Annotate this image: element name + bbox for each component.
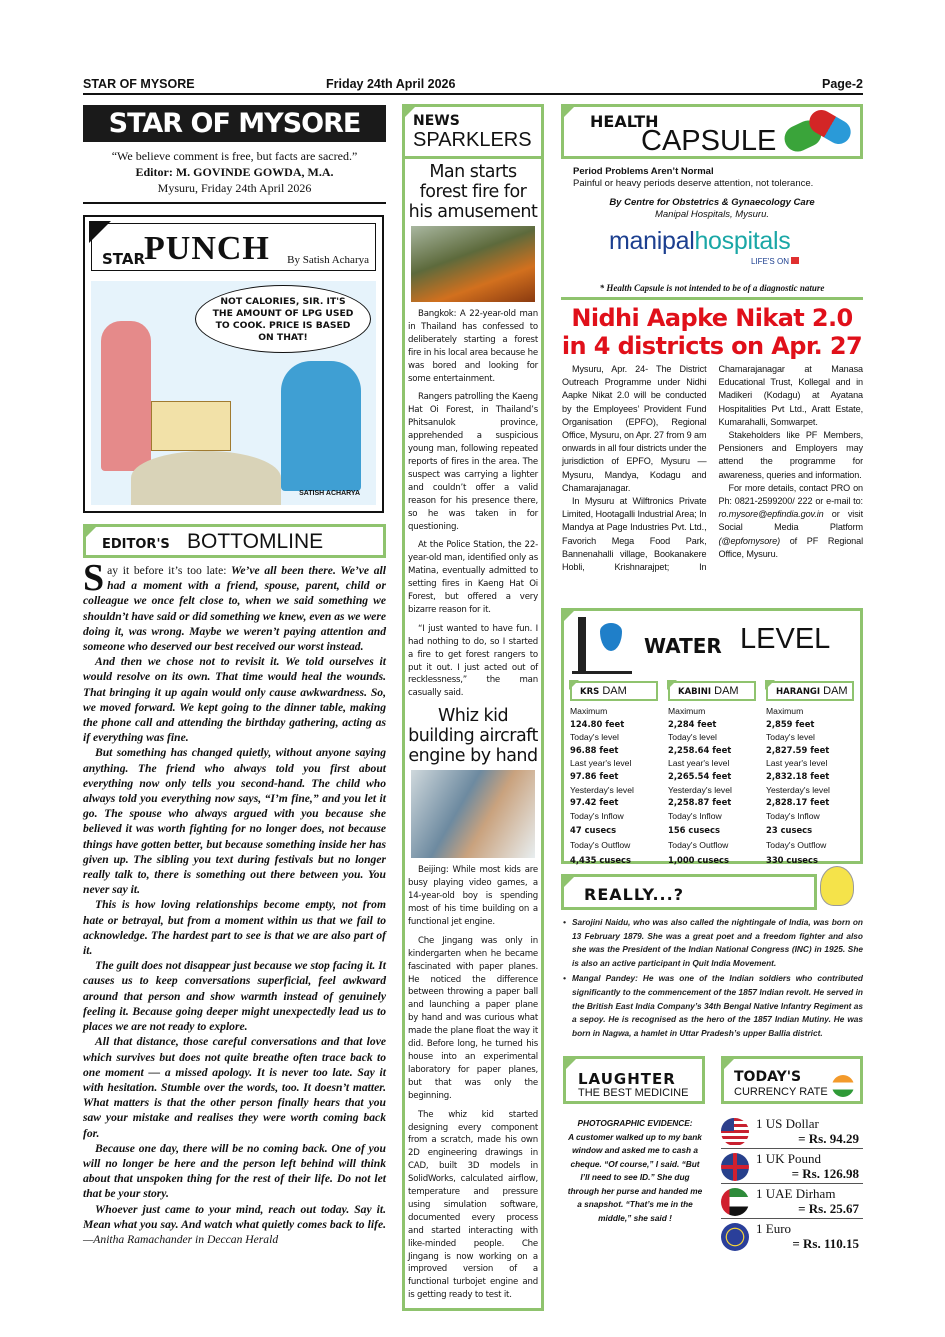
bottomline-para: Whoever just came to your mind, reach out today. Say it. Mean what you say. And watch what quietly comes back to life.: [83, 1202, 386, 1231]
star-label: STAR: [102, 250, 146, 268]
dam-suffix: DAM: [602, 685, 627, 697]
water-gauge-icon: [572, 617, 632, 677]
story1-para: Rangers patrolling the Kaeng Hat Oi Forest, in Thailand’s Phitsanulok province, apprehended a suspicious young man, following repeated reports of fires in the area. The suspect was carrying a lighter and couldn’t offer a valid reason for his presence there, so he was taken in for questioning.: [408, 392, 538, 532]
header-rule: [83, 93, 863, 95]
dam-value: 4,435 cusecs: [570, 854, 631, 865]
currency-row-aed: [721, 1184, 863, 1219]
dam-label: Last year's level: [668, 758, 730, 769]
cartoon-signature: SATISH ACHARYA: [299, 490, 360, 497]
dam-column-harangi: [766, 681, 854, 868]
bottomline-para-1: We’ve all been there. We’ve all had a moment with a friend, spouse, parent, child or colleague we once felt close to, when we said something we shouldn’t have said or did something we knew, even as we were doing it, was wrong. Maybe we weren’t paying attention and someone who deserved our best received our worst instead.: [83, 564, 386, 654]
cartoon-table: [131, 451, 281, 505]
currency-value: = Rs. 126.98: [791, 1166, 859, 1181]
whiz-kid-photo: [411, 770, 535, 858]
health-disclaimer: * Health Capsule is not intended to be of a diagnostic nature: [599, 283, 825, 293]
health-rule: [561, 297, 863, 300]
currency-row-gbp: [721, 1149, 863, 1184]
punch-byline: By Satish Acharya: [287, 254, 369, 266]
story1-para: At the Police Station, the 22-year-old man, identified only as Matina, eventually admitted to setting fires in Kaeng Hat Oi Forest, but offered a very bizarre reason for it.: [408, 540, 538, 615]
health-head1: HEALTH: [590, 112, 659, 131]
cartoon-customer: [281, 361, 361, 491]
epfo-contact-2: or visit Social Media Platform: [718, 509, 863, 533]
dam-value: 97.86 feet: [570, 770, 619, 781]
dam-label: Maximum: [668, 706, 706, 716]
dropcap: S: [83, 557, 105, 599]
dam-label: Today's Outflow: [766, 839, 827, 850]
epfo-contact: For more details, contact PRO on Ph: 0821-2599200/ 222 or e-mail to:: [718, 482, 863, 507]
india-flag-icon: [832, 1075, 854, 1097]
masthead-block: [83, 148, 386, 196]
dam-value: 2,828.17 feet: [766, 797, 830, 808]
dam-label: Today's level: [766, 732, 815, 743]
really-head: REALLY...?: [584, 885, 684, 904]
bottomline-para: And then we chose not to revisit it. We told ourselves it would resolve on its own. That time would heal the wounds. That bringing it up again would only cause awkwardness. So, we moved forward. We kept going to the dinner table, making the phone call and attending the birthday gathering, acting as if everything was fine.: [83, 655, 386, 745]
currency-value: = Rs. 110.15: [792, 1236, 859, 1251]
cartoon-menu: [151, 401, 231, 451]
epfo-headline: [561, 304, 863, 360]
story2-title: Whiz kid building aircraft engine by hand: [408, 706, 538, 767]
currency-name: 1 UK Pound: [756, 1151, 822, 1166]
masthead-title: STAR OF MYSORE: [83, 105, 386, 142]
dam-label: Last year's level: [766, 758, 828, 769]
bottomline-head1: EDITOR'S: [102, 537, 170, 552]
dam-value: 156 cusecs: [668, 825, 720, 836]
dam-value: 2,284 feet: [668, 718, 717, 729]
bottomline-header: [83, 524, 386, 558]
dam-value: 2,258.64 feet: [668, 744, 732, 755]
dam-label: Maximum: [570, 706, 608, 716]
dam-value: 2,258.87 feet: [668, 797, 732, 808]
masthead-rule: [83, 202, 386, 204]
joke-text: A customer walked up to my bank window and asked me to cash a cheque. “Of course,” I said. “But I’ll need to see ID.” She dug through her purse and handed me a snapshot. “That’s me in the middle,” she said !: [567, 1131, 703, 1223]
dam-value: 47 cusecs: [570, 825, 617, 836]
dam-value: 330 cusecs: [766, 854, 818, 865]
dam-label: Yesterday's level: [766, 784, 830, 795]
eu-flag-icon: [721, 1223, 749, 1251]
dam-name: KRS: [580, 687, 600, 697]
uae-flag-icon: [721, 1188, 749, 1216]
epfo-para: Mysuru, Apr. 24- The District Outreach Programme under Nidhi Aapke Nikat 2.0 will be conducted by the Employees’ Provident Fund Organisation (EPFO), Regional Office, Mysuru, on Apr. 27 from 9 am onwards in all four districts under the jurisdiction of EPFO, Mysuru — Mysuru, Mandya, Kodagu and Chamarajanagar.: [562, 364, 707, 493]
water-head2: LEVEL: [740, 623, 831, 655]
bottomline-lead: ay it before it’s too late:: [107, 564, 227, 577]
bottomline-para: This is how loving relationships become empty, not from hate or betrayal, but from a moment within us that we fail to acknowledge. The hardest part to see is that we are also part of it.: [83, 898, 386, 958]
laughter-head1: LAUGHTER: [578, 1070, 676, 1088]
story2-para: Che Jingang was only in kindergarten when he became fascinated with paper planes. He noticed the difference between throwing a paper ball and launching a paper plane by hand and was curious what made the plane float the way it did. Before long, he turned his house into an experimental laboratory for paper planes, but that was only the beginning.: [408, 935, 538, 1101]
health-capsule-header: [561, 104, 863, 159]
logo-part-2: hospitals: [694, 227, 791, 255]
dam-label: Today's Outflow: [570, 839, 631, 850]
currency-row-usd: [721, 1114, 863, 1149]
news-sparklers-column: [402, 104, 544, 1311]
dam-header: [668, 681, 756, 701]
laughter-header: [563, 1056, 705, 1104]
dam-value: 23 cusecs: [766, 825, 813, 836]
dam-column-kabini: [668, 681, 756, 868]
bottomline-head2: BOTTOMLINE: [187, 530, 324, 553]
water-level-box: [561, 608, 863, 864]
currency-head1: TODAY'S: [734, 1069, 802, 1085]
dam-label: Yesterday's level: [668, 784, 732, 795]
dam-name: HARANGI: [776, 687, 821, 697]
epfo-para: Stakeholders like PF Members, Pensioners and Employers may attend the programme for awareness, queries and information.: [718, 430, 863, 480]
punch-label: PUNCH: [144, 230, 270, 267]
editor: Editor: M. GOVINDE GOWDA, M.A.: [135, 165, 334, 179]
dam-value: 2,265.54 feet: [668, 770, 732, 781]
news-header: [405, 107, 541, 159]
dam-value: 97.42 feet: [570, 797, 619, 808]
dam-label: Yesterday's level: [570, 784, 634, 795]
dam-label: Today's level: [668, 732, 717, 743]
story2-para: The whiz kid started designing every component from a scratch, made his own 2D engineering drawings in CAD, built 3D models in SolidWorks, calculated airflow, temperature and pressure using simulation software, documented every process and started interacting with like-minded people. Che Jingang is now working on a improved version of a functional turbojet engine and is getting ready to test it.: [408, 1109, 538, 1301]
health-text: [573, 166, 861, 190]
really-header: [561, 874, 817, 910]
story1-title: Man starts forest fire for his amusement: [408, 162, 538, 222]
joke: [565, 1117, 705, 1225]
health-subtitle: Painful or heavy periods deserve attention, not tolerance.: [573, 178, 814, 189]
tagline-text: LIFE'S ON: [751, 257, 789, 266]
dam-name: KABINI: [678, 687, 712, 697]
health-by: By Centre for Obstetrics & Gynaecology Care: [609, 197, 815, 208]
epfo-headline-2: in 4 districts on Apr. 27: [561, 332, 863, 360]
joke-title: PHOTOGRAPHIC EVIDENCE:: [577, 1118, 693, 1128]
health-head2: CAPSULE: [641, 125, 777, 157]
plus-icon: [791, 257, 799, 264]
dam-label: Today's level: [570, 732, 619, 743]
epfo-email[interactable]: ro.mysore@epfindia.gov.in: [718, 509, 824, 520]
us-flag-icon: [721, 1118, 749, 1146]
currency-name: 1 Euro: [756, 1221, 792, 1236]
currency-name: 1 UAE Dirham: [756, 1186, 836, 1201]
epfo-headline-1: Nidhi Aapke Nikat 2.0: [571, 304, 853, 332]
really-list: [563, 916, 863, 1040]
dam-value: 96.88 feet: [570, 744, 619, 755]
header-page: Page-2: [822, 77, 863, 91]
story1-para: “I just wanted to have fun. I had nothing to do, so I started a fire to get forest rangers to put it out. I just acted out of recklessness,” the man casually said.: [408, 623, 538, 699]
bottomline-article: [83, 557, 386, 1247]
epfo-para: In Mysuru at Wilftronics Private Limited, Hootagalli Industrial Area; In Mandya at Page Industries Pvt. Ltd., Favorich Mega Food Park, Bannenahalli village, Bookanakere Hobli, Krishnarajpet; In Chamarajanagar at Manasa Educational Trust, Kollegal and in Madikeri (Kodagu) at Ayatana Hospitalities Pvt Ltd., Aratt Estate, Kumarahalli, Somwarpet.: [562, 364, 863, 573]
currency-row-eur: [721, 1219, 863, 1254]
story2-para: Beijing: While most kids are busy playing video games, a 14-year-old boy is spending most of his time building on a functional jet engine.: [408, 865, 538, 927]
currency-head2: CURRENCY RATE: [734, 1086, 828, 1098]
dam-label: Today's Inflow: [668, 810, 722, 821]
uk-flag-icon: [721, 1153, 749, 1181]
really-item-text: Sarojini Naidu, who was also called the nightingale of India, was born on 13 February 1879. She was a great poet and a freedom fighter and also she was the President of the Indian National Congress (INC) in 1925. She is also an active participant in Quit India Movement.: [572, 917, 863, 968]
dam-value: 2,859 feet: [766, 718, 815, 729]
dam-value: 124.80 feet: [570, 718, 625, 729]
health-place: Manipal Hospitals, Mysuru.: [654, 209, 770, 220]
forest-fire-photo: [411, 226, 535, 302]
currency-header: [721, 1056, 863, 1104]
header-date: Friday 24th April 2026: [326, 77, 456, 91]
dam-table: [570, 681, 854, 868]
dam-value: 2,827.59 feet: [766, 744, 830, 755]
epfo-article: [562, 363, 863, 574]
really-item-text: Mangal Pandey: He was one of the Indian soldiers who contributed significantly to the commencement of the 1857 Indian revolt. He served in the British East India Company’s 34th Bengal Native Infantry Regiment as a sepoy. He is recognised as the hero of the 1857 Indian Mutiny. He was born in Nagwa, a hamlet in Uttar Pradesh’s upper Ballia district.: [572, 973, 863, 1038]
bottomline-para: But something has changed quietly, without anyone saying anything. The friend who always told you first about everything now only tells you second-hand. The child who always told you everything now says, “I’m fine,” and you let it go. The spouse who always argued with you because she believed it was worth fighting for no longer does, not because things have gotten better, but because something inside her has given up. The sibling you text during festivals but no longer really talk to, there is something out there between you. You never say it.: [83, 746, 386, 897]
cartoon-waiter: [101, 321, 151, 471]
dam-suffix: DAM: [714, 685, 739, 697]
logo-part-1: manipal: [609, 227, 695, 255]
laughter-head2: THE BEST MEDICINE: [578, 1087, 689, 1099]
water-head1: WATER: [644, 634, 722, 658]
motto: “We believe comment is free, but facts are sacred.”: [111, 149, 358, 163]
dam-label: Today's Outflow: [668, 839, 729, 850]
epfo-contact-3: of PF Regional Office, Mysuru.: [718, 535, 863, 559]
dam-label: Maximum: [766, 706, 804, 716]
header-paper-name: STAR OF MYSORE: [83, 77, 195, 91]
epfo-handle: (@epfomysore): [718, 535, 780, 546]
health-credit: [561, 197, 863, 221]
news-head2: SPARKLERS: [413, 129, 532, 151]
bottomline-para: Because one day, there will be no coming back. One of you will no longer be here and the person left behind will think about that unspoken thing for the rest of their life. Do not let that be your story.: [83, 1141, 386, 1201]
manipal-tagline: [751, 257, 799, 266]
really-item: • Sarojini Naidu, who was also called the nightingale of India, was born on 13 February 1879. She was a great poet and a freedom fighter and also she was the President of the Indian National Congress (INC) in 1925. She is also an active participant in Quit India Movement.: [563, 917, 863, 968]
dam-value: 2,832.18 feet: [766, 770, 830, 781]
dam-column-krs: [570, 681, 658, 868]
story1-para: Bangkok: A 22-year-old man in Thailand has confessed to deliberately starting a forest fire in his local area because he was bored and looking for some entertainment.: [408, 309, 538, 384]
health-title: Period Problems Aren’t Normal: [573, 166, 714, 177]
dam-header: [570, 681, 658, 701]
currency-list: [721, 1114, 863, 1254]
star-punch-box: [83, 215, 384, 513]
currency-name: 1 US Dollar: [756, 1116, 819, 1131]
dam-suffix: DAM: [823, 685, 848, 697]
dam-label: Last year's level: [570, 758, 632, 769]
dateline: Mysuru, Friday 24th April 2026: [157, 181, 312, 195]
really-item: • Mangal Pandey: He was one of the Indian soldiers who contributed significantly to the commencement of the 1857 Indian revolt. He served in the British East India Company’s 34th Bengal Native Infantry Regiment as a sepoy. He is recognised as the hero of the 1857 Indian Mutiny. He was born in Nagwa, a hamlet in Uttar Pradesh’s upper Ballia district.: [563, 973, 863, 1038]
bottomline-para: The guilt does not disappear just because we stop facing it. It causes us to keep conversations superficial, feel awkward around that person and show warmth instead of genuinely feeling it. Because going deeper might unexpectedly lead us to places we are not ready to explore.: [83, 959, 386, 1034]
bottomline-credit: —Anitha Ramachander in Deccan Herald: [83, 1232, 279, 1246]
cartoon-image: [91, 281, 376, 505]
dam-header: [766, 681, 854, 701]
star-punch-header: [91, 223, 376, 271]
manipal-logo: [609, 227, 790, 256]
currency-value: = Rs. 25.67: [798, 1201, 859, 1216]
dam-value: 1,000 cusecs: [668, 854, 729, 865]
dam-label: Today's Inflow: [570, 810, 624, 821]
currency-value: = Rs. 94.29: [798, 1131, 859, 1146]
dam-label: Today's Inflow: [766, 810, 820, 821]
news-head1: NEWS: [413, 113, 460, 129]
speech-bubble: NOT CALORIES, SIR. IT'S THE AMOUNT OF LPG USED TO COOK. PRICE IS BASED ON THAT!: [195, 285, 371, 353]
bottomline-para: All that distance, those careful conversations and that love which survives but does not quite breathe often trace back to one moment — a missed apology. It is never too late. Say it with hesitation. Stumble over the words, too. It doesn’t matter. What matters is that the other person finally hears that you saw your mistake and realises they were worth coming back for.: [83, 1035, 386, 1140]
bulb-icon: [820, 866, 854, 906]
